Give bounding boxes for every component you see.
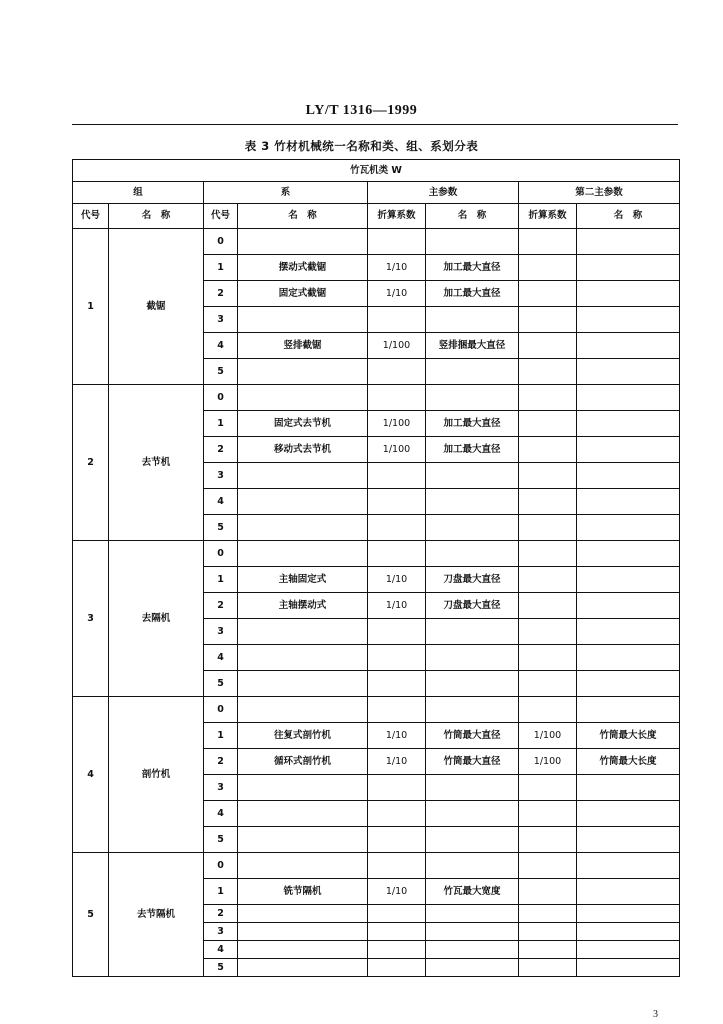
classification-table-wrapper xyxy=(72,159,679,977)
main-factor xyxy=(368,959,426,977)
second-factor xyxy=(519,697,577,723)
group-code: 4 xyxy=(73,697,109,853)
second-factor xyxy=(519,905,577,923)
second-factor xyxy=(519,411,577,437)
main-factor: 1/100 xyxy=(368,333,426,359)
main-factor: 1/10 xyxy=(368,567,426,593)
main-factor: 1/10 xyxy=(368,749,426,775)
series-name xyxy=(238,671,368,697)
main-factor xyxy=(368,619,426,645)
series-name: 主轴固定式 xyxy=(238,567,368,593)
series-code: 3 xyxy=(204,619,238,645)
series-code: 3 xyxy=(204,775,238,801)
main-param-name: 加工最大直径 xyxy=(426,437,519,463)
series-name xyxy=(238,775,368,801)
second-param-name xyxy=(577,827,680,853)
series-name xyxy=(238,385,368,411)
second-param-header: 第二主参数 xyxy=(519,182,680,204)
series-name xyxy=(238,515,368,541)
series-name xyxy=(238,853,368,879)
second-factor xyxy=(519,307,577,333)
second-factor xyxy=(519,879,577,905)
series-code: 1 xyxy=(204,411,238,437)
series-code: 4 xyxy=(204,645,238,671)
series-code: 0 xyxy=(204,853,238,879)
series-code: 0 xyxy=(204,541,238,567)
main-param-name: 刀盘最大直径 xyxy=(426,593,519,619)
second-factor: 1/100 xyxy=(519,749,577,775)
table-row xyxy=(73,541,680,567)
series-code: 0 xyxy=(204,229,238,255)
second-param-name xyxy=(577,645,680,671)
column-header-row xyxy=(73,204,680,229)
second-factor xyxy=(519,941,577,959)
series-name xyxy=(238,645,368,671)
series-code: 1 xyxy=(204,255,238,281)
series-name xyxy=(238,697,368,723)
series-code: 5 xyxy=(204,671,238,697)
series-name: 固定式去节机 xyxy=(238,411,368,437)
main-factor xyxy=(368,515,426,541)
main-factor xyxy=(368,463,426,489)
table-row xyxy=(73,385,680,411)
series-code: 3 xyxy=(204,923,238,941)
second-factor xyxy=(519,593,577,619)
second-factor xyxy=(519,567,577,593)
table-row xyxy=(73,229,680,255)
second-factor: 1/100 xyxy=(519,723,577,749)
group-name: 剖竹机 xyxy=(109,697,204,853)
series-name xyxy=(238,229,368,255)
second-factor xyxy=(519,489,577,515)
second-param-name xyxy=(577,801,680,827)
second-factor xyxy=(519,281,577,307)
series-code: 0 xyxy=(204,697,238,723)
main-param-name: 刀盘最大直径 xyxy=(426,567,519,593)
main-param-name xyxy=(426,775,519,801)
second-factor xyxy=(519,437,577,463)
group-name-header: 名 称 xyxy=(109,204,204,229)
series-name xyxy=(238,941,368,959)
main-param-name: 竹筒最大直径 xyxy=(426,723,519,749)
standard-code: LY/T 1316—1999 xyxy=(305,103,418,118)
main-factor xyxy=(368,307,426,333)
series-name: 循环式剖竹机 xyxy=(238,749,368,775)
group-name: 截锯 xyxy=(109,229,204,385)
series-name: 固定式截锯 xyxy=(238,281,368,307)
main-factor xyxy=(368,541,426,567)
main-param-name xyxy=(426,923,519,941)
series-name-header: 名 称 xyxy=(238,204,368,229)
series-name: 往复式剖竹机 xyxy=(238,723,368,749)
second-factor xyxy=(519,827,577,853)
main-param-name xyxy=(426,905,519,923)
main-factor xyxy=(368,229,426,255)
group-code: 3 xyxy=(73,541,109,697)
main-param-name: 竹筒最大直径 xyxy=(426,749,519,775)
group-name: 去节机 xyxy=(109,385,204,541)
main-factor xyxy=(368,359,426,385)
series-code: 0 xyxy=(204,385,238,411)
main-param-name-header: 名 称 xyxy=(426,204,519,229)
second-factor xyxy=(519,463,577,489)
main-param-name xyxy=(426,489,519,515)
second-param-name xyxy=(577,333,680,359)
series-code: 4 xyxy=(204,801,238,827)
series-code: 3 xyxy=(204,307,238,333)
main-factor: 1/10 xyxy=(368,723,426,749)
series-code: 4 xyxy=(204,333,238,359)
second-param-name xyxy=(577,307,680,333)
main-factor: 1/10 xyxy=(368,593,426,619)
main-factor xyxy=(368,489,426,515)
main-param-name xyxy=(426,307,519,333)
main-param-name: 竖排捆最大直径 xyxy=(426,333,519,359)
series-name: 移动式去节机 xyxy=(238,437,368,463)
second-param-name xyxy=(577,541,680,567)
main-factor: 1/100 xyxy=(368,411,426,437)
series-name xyxy=(238,801,368,827)
group-code-header: 代号 xyxy=(73,204,109,229)
main-param-name xyxy=(426,801,519,827)
series-header: 系 xyxy=(204,182,368,204)
second-factor xyxy=(519,853,577,879)
second-factor xyxy=(519,255,577,281)
series-code: 3 xyxy=(204,463,238,489)
second-param-name xyxy=(577,959,680,977)
main-param-name xyxy=(426,385,519,411)
series-name xyxy=(238,619,368,645)
series-code: 1 xyxy=(204,567,238,593)
series-name xyxy=(238,959,368,977)
main-param-name xyxy=(426,463,519,489)
main-param-name: 加工最大直径 xyxy=(426,281,519,307)
series-name xyxy=(238,827,368,853)
second-factor xyxy=(519,541,577,567)
second-param-name xyxy=(577,385,680,411)
second-param-name xyxy=(577,853,680,879)
class-title: 竹瓦机类 W xyxy=(73,160,680,182)
series-code: 2 xyxy=(204,593,238,619)
series-code-header: 代号 xyxy=(204,204,238,229)
second-factor xyxy=(519,359,577,385)
series-name: 铣节隔机 xyxy=(238,879,368,905)
main-factor xyxy=(368,385,426,411)
second-param-name xyxy=(577,941,680,959)
main-param-name xyxy=(426,671,519,697)
main-factor xyxy=(368,671,426,697)
series-name xyxy=(238,489,368,515)
main-param-name xyxy=(426,515,519,541)
group-code: 2 xyxy=(73,385,109,541)
main-factor: 1/100 xyxy=(368,437,426,463)
table-row xyxy=(73,697,680,723)
second-param-name xyxy=(577,489,680,515)
series-code: 5 xyxy=(204,359,238,385)
series-code: 1 xyxy=(204,879,238,905)
series-code: 5 xyxy=(204,827,238,853)
second-param-name xyxy=(577,229,680,255)
series-name: 竖排截锯 xyxy=(238,333,368,359)
main-factor xyxy=(368,941,426,959)
second-param-name xyxy=(577,515,680,541)
classification-table xyxy=(72,159,680,977)
second-param-name xyxy=(577,281,680,307)
second-factor xyxy=(519,801,577,827)
main-param-name: 竹瓦最大宽度 xyxy=(426,879,519,905)
group-name: 去节隔机 xyxy=(109,853,204,977)
main-factor xyxy=(368,923,426,941)
series-code: 2 xyxy=(204,281,238,307)
second-param-name xyxy=(577,671,680,697)
table-row xyxy=(73,853,680,879)
second-param-name xyxy=(577,879,680,905)
series-name xyxy=(238,359,368,385)
header-rule xyxy=(72,124,678,125)
main-factor xyxy=(368,775,426,801)
second-factor xyxy=(519,775,577,801)
second-factor xyxy=(519,923,577,941)
second-param-name xyxy=(577,923,680,941)
main-param-name: 加工最大直径 xyxy=(426,411,519,437)
second-param-name-header: 名 称 xyxy=(577,204,680,229)
series-code: 4 xyxy=(204,941,238,959)
series-name xyxy=(238,541,368,567)
second-param-name xyxy=(577,905,680,923)
second-param-name xyxy=(577,463,680,489)
main-param-name xyxy=(426,541,519,567)
second-param-name xyxy=(577,567,680,593)
main-param-name xyxy=(426,853,519,879)
second-factor xyxy=(519,645,577,671)
main-factor xyxy=(368,801,426,827)
second-param-name xyxy=(577,619,680,645)
main-param-name xyxy=(426,959,519,977)
main-param-name xyxy=(426,619,519,645)
series-name xyxy=(238,463,368,489)
group-name: 去隔机 xyxy=(109,541,204,697)
second-factor-header: 折算系数 xyxy=(519,204,577,229)
second-factor xyxy=(519,619,577,645)
second-param-name xyxy=(577,255,680,281)
second-param-name xyxy=(577,775,680,801)
series-code: 1 xyxy=(204,723,238,749)
main-param-name: 加工最大直径 xyxy=(426,255,519,281)
series-name xyxy=(238,923,368,941)
page-number: 3 xyxy=(653,1009,658,1020)
second-factor xyxy=(519,333,577,359)
second-factor xyxy=(519,229,577,255)
class-title-row xyxy=(73,160,680,182)
table-caption: 表 3 竹材机械统一名称和类、组、系划分表 xyxy=(244,139,479,153)
main-factor xyxy=(368,853,426,879)
second-factor xyxy=(519,515,577,541)
second-factor xyxy=(519,385,577,411)
main-param-name xyxy=(426,941,519,959)
series-name: 摆动式截锯 xyxy=(238,255,368,281)
group-code: 5 xyxy=(73,853,109,977)
series-name xyxy=(238,905,368,923)
main-param-name xyxy=(426,645,519,671)
main-param-name xyxy=(426,697,519,723)
second-param-name xyxy=(577,437,680,463)
second-param-name xyxy=(577,593,680,619)
series-code: 2 xyxy=(204,905,238,923)
group-code: 1 xyxy=(73,229,109,385)
second-param-name xyxy=(577,359,680,385)
main-factor xyxy=(368,645,426,671)
main-factor xyxy=(368,827,426,853)
series-code: 4 xyxy=(204,489,238,515)
series-code: 5 xyxy=(204,959,238,977)
series-code: 2 xyxy=(204,437,238,463)
main-param-name xyxy=(426,827,519,853)
series-name xyxy=(238,307,368,333)
second-factor xyxy=(519,671,577,697)
main-factor: 1/10 xyxy=(368,281,426,307)
main-param-header: 主参数 xyxy=(368,182,519,204)
table-body xyxy=(73,160,680,977)
second-param-name xyxy=(577,697,680,723)
main-factor: 1/10 xyxy=(368,255,426,281)
series-code: 2 xyxy=(204,749,238,775)
section-header-row xyxy=(73,182,680,204)
second-param-name xyxy=(577,411,680,437)
main-factor xyxy=(368,697,426,723)
main-param-name xyxy=(426,359,519,385)
second-factor xyxy=(519,959,577,977)
series-code: 5 xyxy=(204,515,238,541)
second-param-name: 竹筒最大长度 xyxy=(577,749,680,775)
main-factor: 1/10 xyxy=(368,879,426,905)
main-param-name xyxy=(426,229,519,255)
main-factor xyxy=(368,905,426,923)
main-factor-header: 折算系数 xyxy=(368,204,426,229)
series-name: 主轴摆动式 xyxy=(238,593,368,619)
second-param-name: 竹筒最大长度 xyxy=(577,723,680,749)
group-header: 组 xyxy=(73,182,204,204)
